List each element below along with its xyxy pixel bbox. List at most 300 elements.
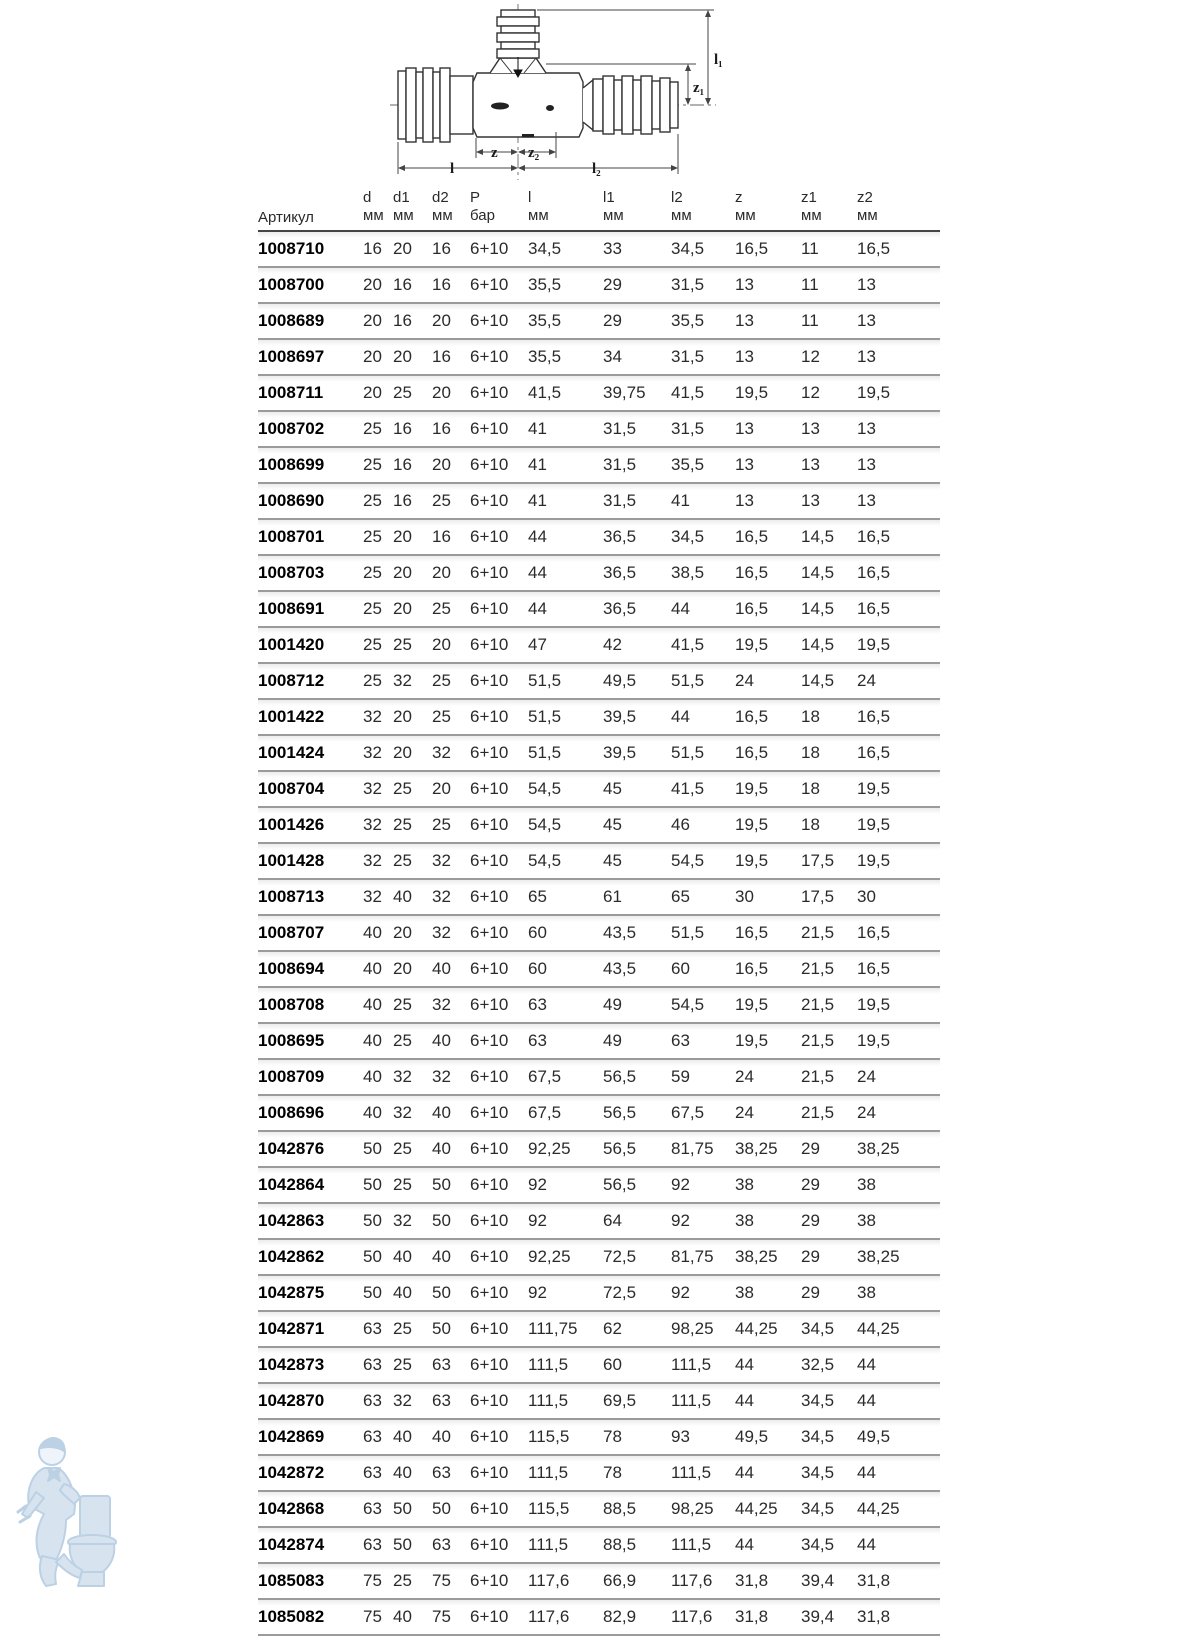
value-cell: 16,5: [735, 743, 769, 762]
value-cell: 63: [671, 1031, 690, 1050]
value-cell: 59: [671, 1067, 690, 1086]
value-cell: 6+10: [470, 1499, 509, 1518]
column-name: P: [470, 188, 481, 206]
value-cell: 20: [432, 383, 451, 402]
value-cell: 41: [528, 419, 547, 438]
value-cell: 6+10: [470, 599, 509, 618]
value-cell: 25: [363, 563, 382, 582]
value-cell: 16: [432, 527, 451, 546]
value-cell: 44: [735, 1355, 754, 1374]
value-cell: 11: [801, 239, 819, 258]
article-number: 1008696: [258, 1103, 325, 1122]
value-cell: 6+10: [470, 959, 509, 978]
value-cell: 63: [363, 1499, 382, 1518]
value-cell: 19,5: [735, 1031, 769, 1050]
column-name: l2: [671, 188, 683, 206]
value-cell: 14,5: [801, 635, 835, 654]
value-cell: 81,75: [671, 1139, 714, 1158]
value-cell: 6+10: [470, 1247, 509, 1266]
article-number: 1001424: [258, 743, 325, 762]
value-cell: 92,25: [528, 1139, 571, 1158]
value-cell: 32: [363, 779, 382, 798]
value-cell: 38: [857, 1211, 876, 1230]
value-cell: 41: [671, 491, 690, 510]
value-cell: 18: [801, 707, 820, 726]
value-cell: 16,5: [857, 743, 891, 762]
value-cell: 93: [671, 1427, 690, 1446]
value-cell: 31,5: [671, 419, 705, 438]
dim-label-z2: z₂: [528, 145, 540, 161]
column-header-l: [528, 189, 603, 227]
value-cell: 75: [432, 1571, 451, 1590]
value-cell: 29: [801, 1283, 820, 1302]
column-name: z2: [857, 188, 873, 206]
value-cell: 20: [432, 635, 451, 654]
value-cell: 19,5: [857, 383, 891, 402]
value-cell: 88,5: [603, 1499, 637, 1518]
value-cell: 16,5: [857, 599, 891, 618]
value-cell: 69,5: [603, 1391, 637, 1410]
value-cell: 16,5: [735, 239, 769, 258]
column-unit: мм: [432, 207, 453, 225]
value-cell: 39,75: [603, 383, 646, 402]
value-cell: 6+10: [470, 347, 509, 366]
value-cell: 45: [603, 779, 622, 798]
value-cell: 40: [363, 1031, 382, 1050]
table-row: [258, 412, 940, 448]
value-cell: 34,5: [801, 1463, 835, 1482]
value-cell: 19,5: [857, 851, 891, 870]
value-cell: 111,75: [528, 1319, 578, 1338]
value-cell: 44: [735, 1535, 754, 1554]
table-row: [258, 700, 940, 736]
column-unit: мм: [735, 207, 756, 225]
value-cell: 61: [603, 887, 622, 906]
table-row: [258, 1024, 940, 1060]
article-number: 1008689: [258, 311, 325, 330]
value-cell: 6+10: [470, 1427, 509, 1446]
value-cell: 50: [393, 1499, 412, 1518]
article-number: 1008707: [258, 923, 325, 942]
value-cell: 49: [603, 995, 622, 1014]
value-cell: 17,5: [801, 887, 835, 906]
value-cell: 25: [432, 599, 451, 618]
article-number: 1001422: [258, 707, 325, 726]
spec-table-header: [258, 186, 940, 232]
table-row: [258, 1492, 940, 1528]
value-cell: 92: [528, 1283, 547, 1302]
value-cell: 35,5: [528, 275, 562, 294]
value-cell: 13: [801, 491, 820, 510]
table-row: [258, 1204, 940, 1240]
value-cell: 60: [671, 959, 690, 978]
article-number: 1085082: [258, 1607, 325, 1626]
table-row: [258, 592, 940, 628]
column-name: l1: [603, 188, 615, 206]
value-cell: 111,5: [671, 1391, 712, 1410]
value-cell: 43,5: [603, 923, 637, 942]
value-cell: 31,5: [603, 455, 637, 474]
value-cell: 20: [393, 239, 412, 258]
value-cell: 44: [528, 599, 547, 618]
value-cell: 24: [735, 671, 754, 690]
table-row: [258, 1276, 940, 1312]
value-cell: 35,5: [671, 311, 705, 330]
dim-label-z1: z₁: [693, 80, 705, 96]
value-cell: 13: [801, 419, 820, 438]
value-cell: 20: [393, 347, 412, 366]
column-header-d1: [393, 189, 432, 227]
value-cell: 32: [432, 995, 451, 1014]
value-cell: 20: [363, 347, 382, 366]
table-row: [258, 448, 940, 484]
value-cell: 32: [363, 815, 382, 834]
article-number: 1008690: [258, 491, 325, 510]
value-cell: 6+10: [470, 1103, 509, 1122]
column-unit: мм: [603, 207, 624, 225]
value-cell: 44: [857, 1535, 876, 1554]
value-cell: 16,5: [735, 923, 769, 942]
value-cell: 16,5: [735, 599, 769, 618]
value-cell: 6+10: [470, 995, 509, 1014]
value-cell: 34,5: [801, 1535, 835, 1554]
value-cell: 45: [603, 851, 622, 870]
value-cell: 50: [363, 1211, 382, 1230]
value-cell: 29: [801, 1175, 820, 1194]
table-row: [258, 268, 940, 304]
value-cell: 25: [393, 1571, 412, 1590]
value-cell: 34,5: [671, 527, 705, 546]
article-number: 1008700: [258, 275, 325, 294]
article-number: 1008713: [258, 887, 325, 906]
value-cell: 25: [432, 707, 451, 726]
value-cell: 51,5: [528, 743, 562, 762]
value-cell: 20: [393, 599, 412, 618]
table-row: [258, 1528, 940, 1564]
value-cell: 63: [528, 1031, 547, 1050]
value-cell: 63: [432, 1463, 451, 1482]
value-cell: 67,5: [528, 1067, 562, 1086]
value-cell: 38,5: [671, 563, 705, 582]
value-cell: 21,5: [801, 1031, 835, 1050]
value-cell: 50: [393, 1535, 412, 1554]
value-cell: 44: [857, 1463, 876, 1482]
value-cell: 16: [393, 419, 412, 438]
article-number: 1042868: [258, 1499, 325, 1518]
value-cell: 13: [857, 419, 876, 438]
value-cell: 41: [528, 491, 547, 510]
table-row: [258, 952, 940, 988]
value-cell: 19,5: [857, 1031, 891, 1050]
value-cell: 19,5: [735, 779, 769, 798]
value-cell: 6+10: [470, 1607, 509, 1626]
value-cell: 20: [393, 923, 412, 942]
table-row: [258, 916, 940, 952]
value-cell: 56,5: [603, 1175, 637, 1194]
column-header-z: [735, 189, 801, 227]
value-cell: 16,5: [857, 923, 891, 942]
value-cell: 50: [432, 1211, 451, 1230]
value-cell: 34,5: [801, 1499, 835, 1518]
article-number: 1008694: [258, 959, 325, 978]
value-cell: 20: [393, 743, 412, 762]
value-cell: 6+10: [470, 563, 509, 582]
table-row: [258, 1096, 940, 1132]
value-cell: 111,5: [528, 1535, 569, 1554]
value-cell: 49,5: [857, 1427, 891, 1446]
value-cell: 40: [432, 1031, 451, 1050]
article-number: 1042869: [258, 1427, 325, 1446]
value-cell: 16,5: [857, 239, 891, 258]
value-cell: 20: [393, 707, 412, 726]
value-cell: 25: [432, 815, 451, 834]
value-cell: 44: [528, 563, 547, 582]
value-cell: 41,5: [528, 383, 562, 402]
table-row: [258, 664, 940, 700]
value-cell: 6+10: [470, 1355, 509, 1374]
value-cell: 6+10: [470, 743, 509, 762]
table-row: [258, 376, 940, 412]
table-row: [258, 1564, 940, 1600]
value-cell: 63: [363, 1535, 382, 1554]
value-cell: 32: [432, 851, 451, 870]
value-cell: 32: [432, 743, 451, 762]
value-cell: 20: [393, 563, 412, 582]
value-cell: 16,5: [857, 527, 891, 546]
article-number: 1042875: [258, 1283, 325, 1302]
value-cell: 44: [857, 1355, 876, 1374]
value-cell: 40: [393, 1607, 412, 1626]
value-cell: 38: [857, 1283, 876, 1302]
column-name: z1: [801, 188, 817, 206]
spec-table-body: [258, 232, 940, 1636]
value-cell: 54,5: [528, 779, 562, 798]
value-cell: 32,5: [801, 1355, 835, 1374]
value-cell: 40: [432, 1103, 451, 1122]
value-cell: 25: [363, 527, 382, 546]
value-cell: 72,5: [603, 1283, 637, 1302]
value-cell: 56,5: [603, 1139, 637, 1158]
value-cell: 24: [857, 1067, 876, 1086]
value-cell: 40: [432, 1247, 451, 1266]
value-cell: 56,5: [603, 1103, 637, 1122]
value-cell: 25: [393, 1139, 412, 1158]
value-cell: 36,5: [603, 599, 637, 618]
value-cell: 51,5: [528, 707, 562, 726]
value-cell: 6+10: [470, 1031, 509, 1050]
value-cell: 38,25: [857, 1139, 900, 1158]
value-cell: 11: [801, 275, 819, 294]
value-cell: 44,25: [735, 1499, 778, 1518]
value-cell: 60: [528, 959, 547, 978]
spec-table: [258, 186, 940, 1636]
value-cell: 13: [735, 491, 754, 510]
value-cell: 16: [432, 419, 451, 438]
value-cell: 44: [857, 1391, 876, 1410]
value-cell: 31,8: [857, 1607, 891, 1626]
value-cell: 34,5: [801, 1391, 835, 1410]
value-cell: 25: [393, 1319, 412, 1338]
value-cell: 111,5: [528, 1391, 569, 1410]
value-cell: 63: [363, 1355, 382, 1374]
article-number: 1008709: [258, 1067, 325, 1086]
value-cell: 32: [393, 1067, 412, 1086]
tee-fitting-drawing-svg: [378, 2, 818, 182]
value-cell: 13: [857, 455, 876, 474]
value-cell: 25: [393, 1031, 412, 1050]
value-cell: 51,5: [671, 743, 705, 762]
value-cell: 25: [363, 635, 382, 654]
value-cell: 29: [801, 1139, 820, 1158]
value-cell: 20: [432, 563, 451, 582]
value-cell: 32: [363, 851, 382, 870]
value-cell: 6+10: [470, 419, 509, 438]
value-cell: 66,9: [603, 1571, 637, 1590]
value-cell: 75: [363, 1571, 382, 1590]
value-cell: 30: [857, 887, 876, 906]
value-cell: 38,25: [857, 1247, 900, 1266]
value-cell: 13: [801, 455, 820, 474]
value-cell: 25: [432, 671, 451, 690]
value-cell: 31,5: [603, 491, 637, 510]
value-cell: 117,6: [528, 1607, 570, 1626]
value-cell: 6+10: [470, 1463, 509, 1482]
value-cell: 63: [363, 1319, 382, 1338]
value-cell: 60: [603, 1355, 622, 1374]
value-cell: 34,5: [801, 1319, 835, 1338]
value-cell: 20: [363, 275, 382, 294]
column-header-z2: [857, 189, 937, 227]
value-cell: 20: [363, 311, 382, 330]
table-row: [258, 880, 940, 916]
value-cell: 40: [393, 1427, 412, 1446]
value-cell: 6+10: [470, 239, 509, 258]
value-cell: 92,25: [528, 1247, 571, 1266]
table-row: [258, 340, 940, 376]
value-cell: 12: [801, 347, 820, 366]
value-cell: 35,5: [528, 311, 562, 330]
article-number: 1008703: [258, 563, 325, 582]
value-cell: 20: [393, 527, 412, 546]
value-cell: 20: [363, 383, 382, 402]
value-cell: 6+10: [470, 1139, 509, 1158]
dim-label-l1: l₁: [714, 52, 723, 68]
article-number: 1042876: [258, 1139, 325, 1158]
value-cell: 49,5: [735, 1427, 769, 1446]
value-cell: 45: [603, 815, 622, 834]
value-cell: 32: [393, 671, 412, 690]
value-cell: 6+10: [470, 275, 509, 294]
value-cell: 43,5: [603, 959, 637, 978]
article-number: 1008708: [258, 995, 325, 1014]
value-cell: 51,5: [671, 671, 705, 690]
value-cell: 35,5: [671, 455, 705, 474]
value-cell: 40: [363, 1103, 382, 1122]
value-cell: 98,25: [671, 1499, 714, 1518]
value-cell: 44: [671, 599, 690, 618]
column-unit: мм: [671, 207, 692, 225]
value-cell: 32: [363, 707, 382, 726]
value-cell: 34: [603, 347, 622, 366]
value-cell: 62: [603, 1319, 622, 1338]
value-cell: 44,25: [857, 1319, 900, 1338]
value-cell: 51,5: [671, 923, 705, 942]
value-cell: 88,5: [603, 1535, 637, 1554]
value-cell: 39,4: [801, 1571, 835, 1590]
value-cell: 6+10: [470, 455, 509, 474]
value-cell: 78: [603, 1463, 622, 1482]
value-cell: 32: [393, 1391, 412, 1410]
column-name: d: [363, 188, 372, 206]
value-cell: 16: [393, 455, 412, 474]
value-cell: 13: [735, 455, 754, 474]
table-row: [258, 988, 940, 1024]
value-cell: 44,25: [735, 1319, 778, 1338]
value-cell: 41,5: [671, 635, 705, 654]
value-cell: 6+10: [470, 779, 509, 798]
value-cell: 50: [363, 1283, 382, 1302]
value-cell: 16,5: [735, 707, 769, 726]
value-cell: 19,5: [857, 779, 891, 798]
value-cell: 6+10: [470, 851, 509, 870]
value-cell: 18: [801, 815, 820, 834]
value-cell: 50: [432, 1175, 451, 1194]
value-cell: 16,5: [735, 527, 769, 546]
value-cell: 34,5: [671, 239, 705, 258]
value-cell: 6+10: [470, 815, 509, 834]
value-cell: 14,5: [801, 527, 835, 546]
value-cell: 50: [432, 1499, 451, 1518]
value-cell: 25: [393, 383, 412, 402]
value-cell: 17,5: [801, 851, 835, 870]
value-cell: 20: [432, 455, 451, 474]
tee-fitting-diagram: [378, 2, 818, 182]
value-cell: 32: [363, 887, 382, 906]
value-cell: 29: [801, 1211, 820, 1230]
value-cell: 25: [363, 671, 382, 690]
article-number: 1042873: [258, 1355, 325, 1374]
article-number: 1008704: [258, 779, 325, 798]
article-number: 1042871: [258, 1319, 325, 1338]
value-cell: 98,25: [671, 1319, 714, 1338]
value-cell: 41,5: [671, 779, 705, 798]
value-cell: 111,5: [671, 1535, 712, 1554]
value-cell: 51,5: [528, 671, 562, 690]
value-cell: 13: [735, 419, 754, 438]
table-row: [258, 1240, 940, 1276]
value-cell: 25: [393, 851, 412, 870]
value-cell: 16: [432, 275, 451, 294]
value-cell: 47: [528, 635, 547, 654]
value-cell: 31,8: [735, 1607, 769, 1626]
value-cell: 13: [857, 347, 876, 366]
value-cell: 6+10: [470, 491, 509, 510]
article-number: 1042862: [258, 1247, 325, 1266]
table-row: [258, 1168, 940, 1204]
column-header-d2: [432, 189, 470, 227]
value-cell: 6+10: [470, 1067, 509, 1086]
value-cell: 78: [603, 1427, 622, 1446]
table-row: [258, 484, 940, 520]
table-row: [258, 808, 940, 844]
value-cell: 67,5: [671, 1103, 705, 1122]
article-number: 1008699: [258, 455, 325, 474]
value-cell: 6+10: [470, 1319, 509, 1338]
value-cell: 25: [393, 1175, 412, 1194]
column-header-P: [470, 189, 528, 227]
table-row: [258, 736, 940, 772]
value-cell: 111,5: [528, 1355, 569, 1374]
